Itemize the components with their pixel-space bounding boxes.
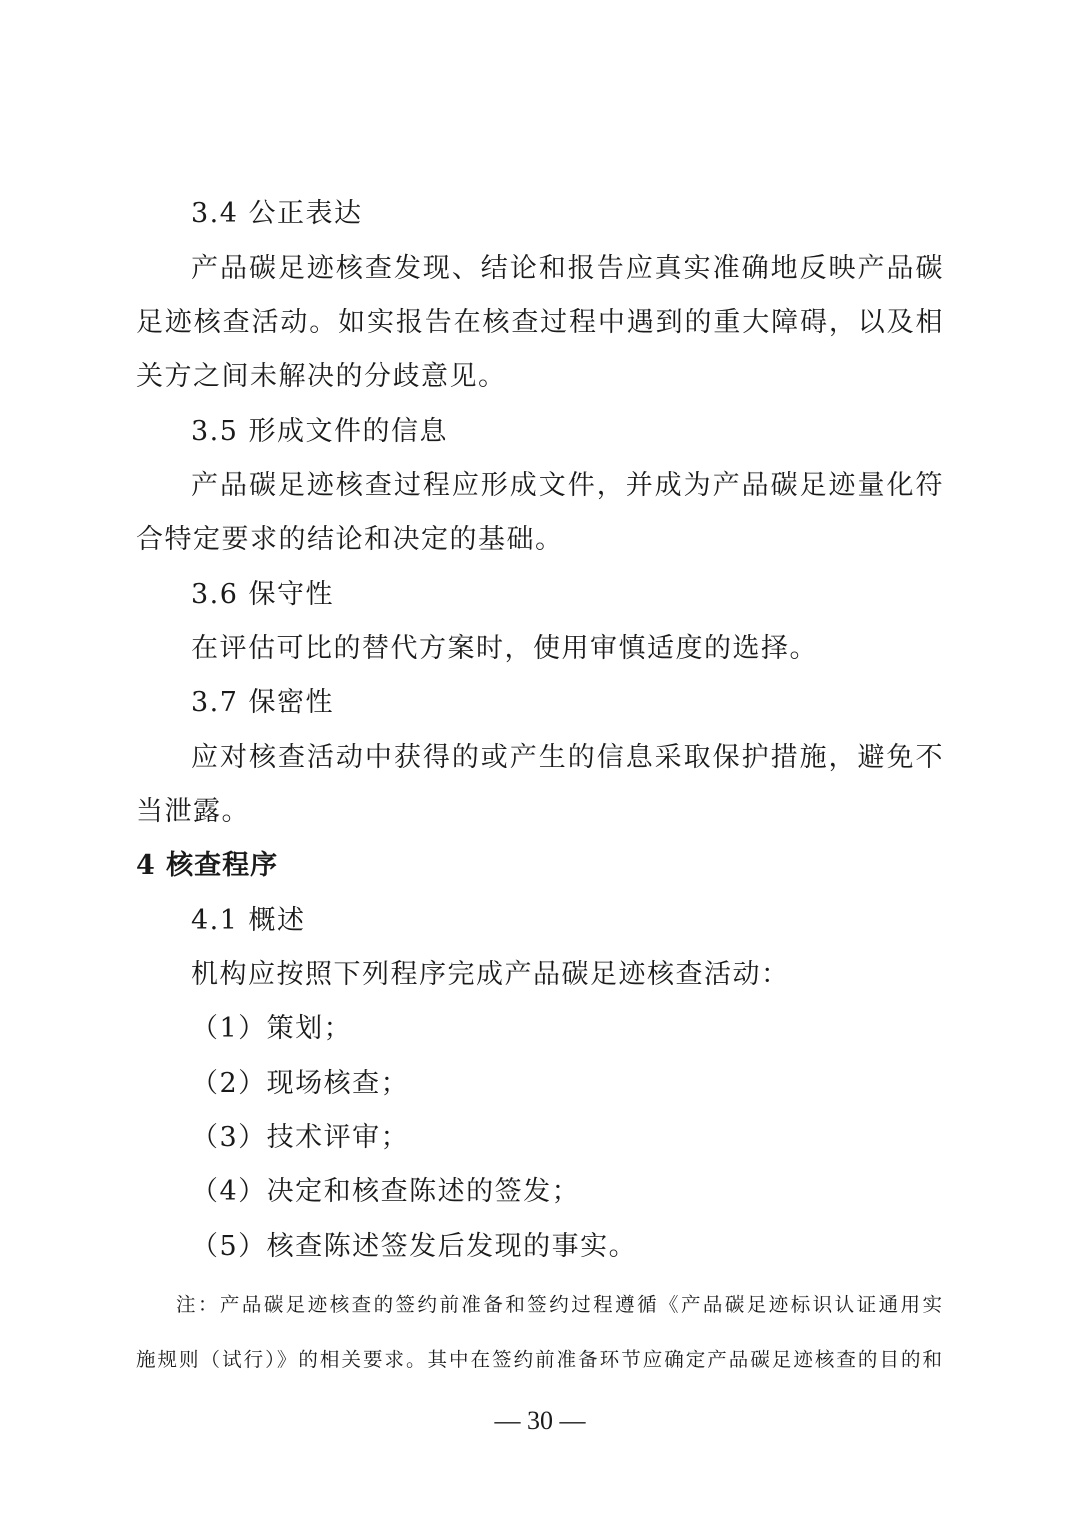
paragraph-line: 在评估可比的替代方案时，使用审慎适度的选择。 <box>191 633 818 664</box>
section-3-4-heading: 3.4 公正表达 <box>191 198 363 229</box>
list-item: （2）现场核查； <box>191 1068 410 1099</box>
paragraph-line: 应对核查活动中获得的或产生的信息采取保护措施，避免不 <box>191 742 944 773</box>
paragraph-line: 产品碳足迹核查过程应形成文件，并成为产品碳足迹量化符 <box>191 470 944 501</box>
section-3-7-heading: 3.7 保密性 <box>191 687 335 718</box>
list-item: （1）策划； <box>191 1013 353 1044</box>
paragraph-line: 产品碳足迹核查发现、结论和报告应真实准确地反映产品碳 <box>191 253 944 284</box>
list-item: （5）核查陈述签发后发现的事实。 <box>191 1231 638 1262</box>
note-line: 注：产品碳足迹核查的签约前准备和签约过程遵循《产品碳足迹标识认证通用实 <box>176 1293 944 1316</box>
page-number: — 30 — <box>494 1406 586 1435</box>
section-4-heading: 4 核查程序 <box>136 850 279 881</box>
paragraph-line: 当泄露。 <box>136 796 250 827</box>
section-4-1-heading: 4.1 概述 <box>191 905 306 936</box>
paragraph-line: 合特定要求的结论和决定的基础。 <box>136 524 564 555</box>
list-item: （3）技术评审； <box>191 1122 410 1153</box>
paragraph-line: 足迹核查活动。如实报告在核查过程中遇到的重大障碍，以及相 <box>136 307 944 338</box>
section-3-6-heading: 3.6 保守性 <box>191 579 335 610</box>
paragraph-line: 关方之间未解决的分歧意见。 <box>136 361 507 392</box>
list-item: （4）决定和核查陈述的签发； <box>191 1176 581 1207</box>
paragraph-line: 机构应按照下列程序完成产品碳足迹核查活动： <box>191 959 790 990</box>
note-line: 施规则（试行）》的相关要求。其中在签约前准备环节应确定产品碳足迹核查的目的和 <box>136 1348 944 1371</box>
section-3-5-heading: 3.5 形成文件的信息 <box>191 416 449 447</box>
